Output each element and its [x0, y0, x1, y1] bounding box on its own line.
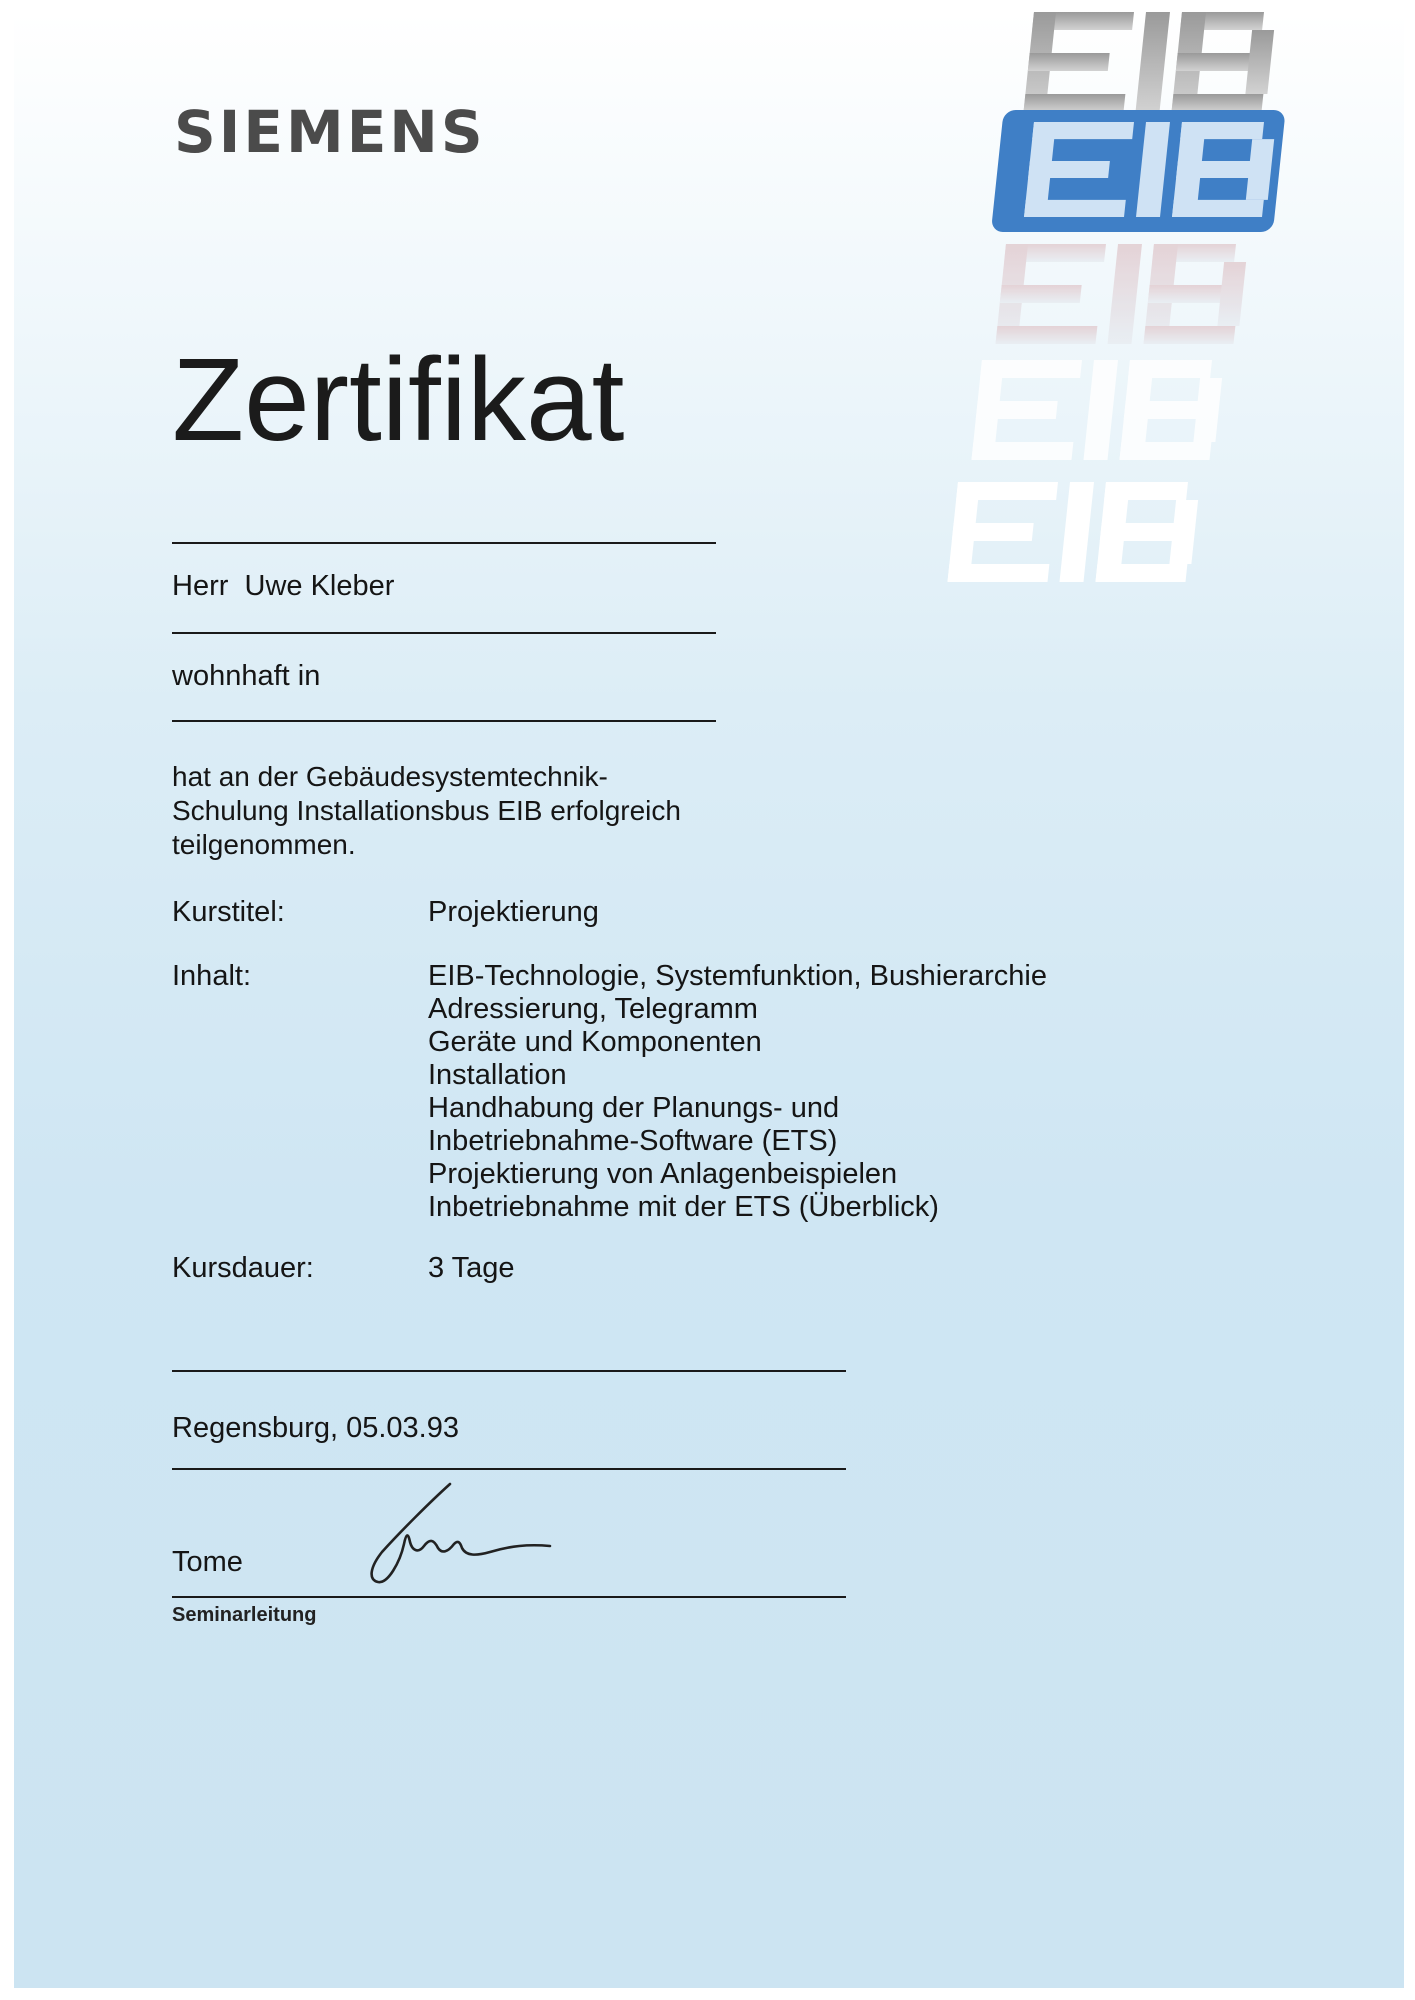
statement-line: hat an der Gebäudesystemtechnik-: [172, 761, 608, 792]
content-item: Handhabung der Planungs- und: [428, 1092, 840, 1124]
signature-line: [172, 1596, 846, 1598]
residence-label: wohnhaft in: [172, 660, 321, 692]
signature: [360, 1482, 560, 1592]
divider: [172, 720, 716, 722]
content-item: Adressierung, Telegramm: [428, 993, 758, 1025]
duration-value: 3 Tage: [428, 1252, 515, 1284]
course-title: Projektierung: [428, 896, 599, 928]
siemens-logo: SIEMENS: [174, 98, 486, 166]
content-item: EIB-Technologie, Systemfunktion, Bushierarchie: [428, 960, 1047, 992]
course-title-label: Kurstitel:: [172, 896, 285, 928]
statement-line: Schulung Installationsbus EIB erfolgreich: [172, 795, 681, 826]
content-item: Inbetriebnahme-Software (ETS): [428, 1125, 838, 1157]
divider: [172, 1468, 846, 1470]
participation-statement: [172, 760, 732, 862]
duration-label: Kursdauer:: [172, 1252, 314, 1284]
content-item: Geräte und Komponenten: [428, 1026, 762, 1058]
statement-line: teilgenommen.: [172, 829, 356, 860]
content-item: Inbetriebnahme mit der ETS (Überblick): [428, 1191, 939, 1223]
place-date: Regensburg, 05.03.93: [172, 1412, 459, 1444]
content-item: Projektierung von Anlagenbeispielen: [428, 1158, 898, 1190]
content-label: Inhalt:: [172, 960, 251, 992]
certificate-title: Zertifikat: [172, 334, 625, 466]
content-list: [428, 960, 1128, 1224]
recipient-name: Herr Uwe Kleber: [172, 570, 395, 602]
divider: [172, 1370, 846, 1372]
certificate-page: [14, 12, 1404, 1988]
content-item: Installation: [428, 1059, 567, 1091]
signer-role: Seminarleitung: [172, 1604, 317, 1626]
divider: [172, 542, 716, 544]
divider: [172, 632, 716, 634]
signer-name: Tome: [172, 1546, 243, 1578]
eib-logo-graphic: [894, 12, 1314, 632]
